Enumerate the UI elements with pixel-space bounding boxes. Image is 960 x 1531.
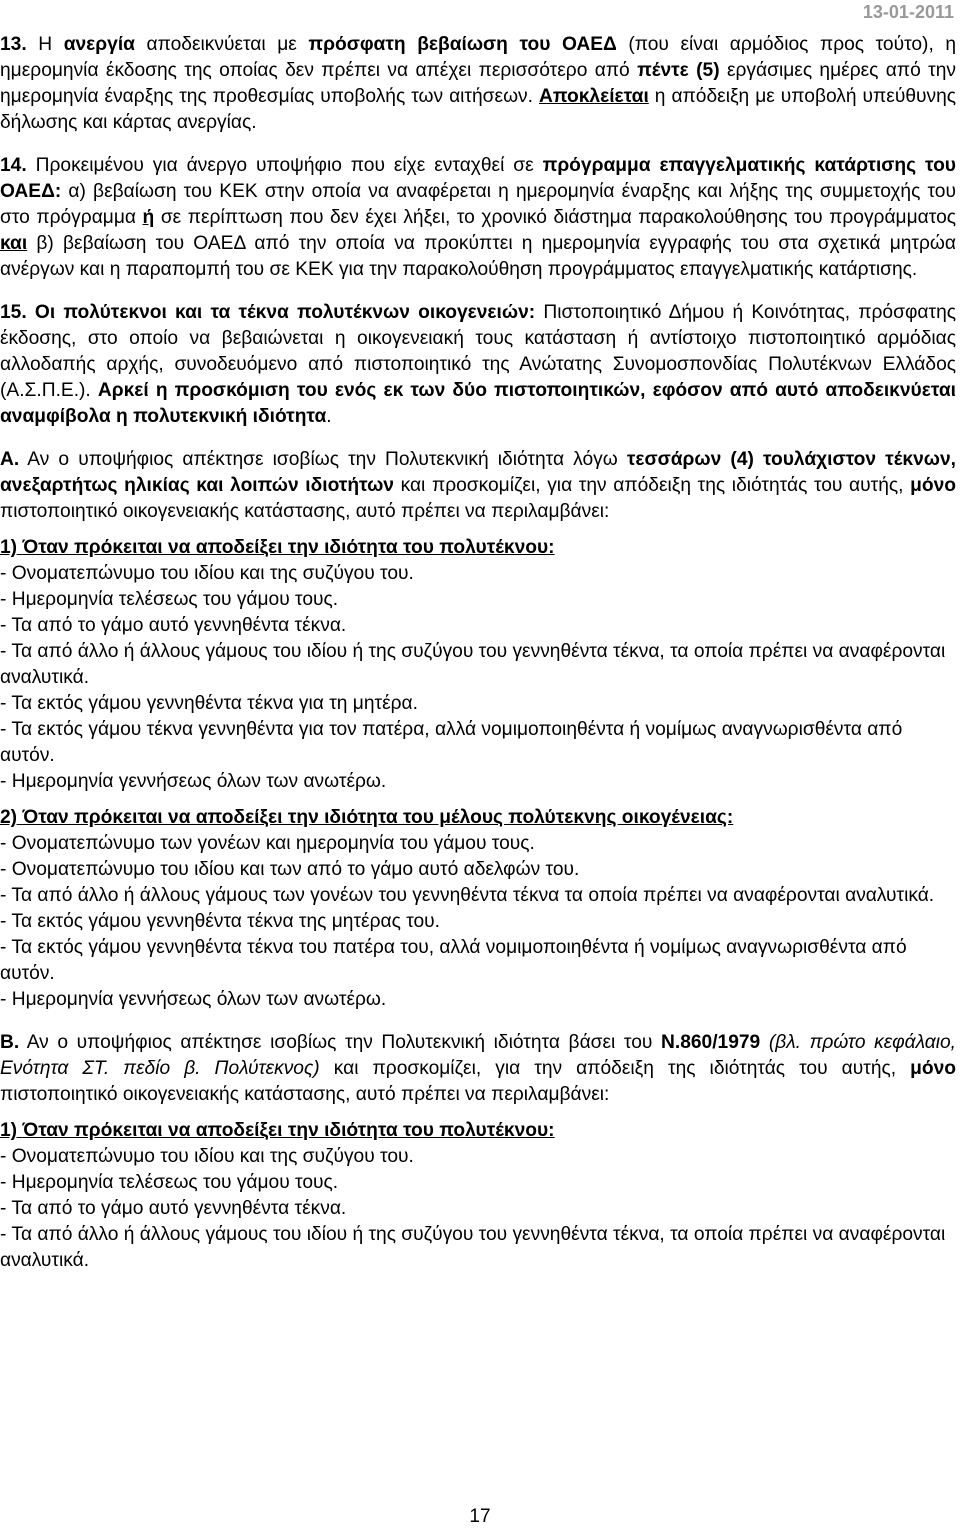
text-run: α) βεβαίωση του ΚΕΚ στην οποία να αναφέρεται η ημερομηνία έναρξης και λήξης της συμμετοχής του στο πρόγραμμα <box>0 181 956 228</box>
text-run: Προκειμένου για άνεργο υποψήφιο που είχε ενταχθεί σε <box>35 155 534 176</box>
document-body <box>0 32 956 1274</box>
italic-text: (βλ. πρώτο κεφάλαιο, Ενότητα ΣΤ. πεδίο β. Πολύτεκνος) <box>0 1032 956 1079</box>
list-item: - Τα από το γάμο αυτό γεννηθέντα τέκνα. <box>0 615 347 636</box>
list-item: - Τα εκτός γάμου γεννηθέντα τέκνα για τη μητέρα. <box>0 693 418 714</box>
list-item: - Τα εκτός γάμου γεννηθέντα τέκνα του πατέρα του, αλλά νομιμοποιηθέντα ή νομίμως αναγνωρισθέντα από αυτόν. <box>0 937 907 984</box>
text-run: η απόδειξη με υποβολή υπεύθυνης δήλωσης και κάρτας ανεργίας. <box>0 86 956 133</box>
list-item: - Ημερομηνία τελέσεως του γάμου τους. <box>0 589 339 610</box>
bold-text: Αρκεί η προσκόμιση του ενός εκ των δύο πιστοποιητικών, εφόσον από αυτό αποδεικνύεται αναμφίβολα η πολυτεκνική ιδιότητα <box>0 380 956 427</box>
text-run: και προσκομίζει, για την απόδειξη της ιδιότητάς του αυτής, <box>333 1058 897 1079</box>
list-item: - Ονοματεπώνυμο του ιδίου και της συζύγου του. <box>0 563 414 584</box>
bold-underlined-text: Αποκλείεται <box>538 86 649 107</box>
text-run: εργάσιμες ημέρες από την ημερομηνία έναρξης της προθεσμίας υποβολής των αιτήσεων. <box>0 60 956 107</box>
list-item: - Ημερομηνία γεννήσεως όλων των ανωτέρω. <box>0 771 387 792</box>
bold-text: τεσσάρων (4) τουλάχιστον τέκνων, ανεξαρτήτως ηλικίας και λοιπών ιδιοτήτων <box>0 449 956 496</box>
text-run: πιστοποιητικό οικογενειακής κατάστασης, αυτό πρέπει να περιλαμβάνει: <box>0 501 610 522</box>
section-b1-heading: 1) Όταν πρόκειται να αποδείξει την ιδιότητα του πολυτέκνου: <box>0 1120 555 1141</box>
header-date: 13-01-2011 <box>862 2 954 22</box>
text-run: β) βεβαίωση του ΟΑΕΔ από την οποία να προκύπτει η ημερομηνία εγγραφής του στα σχετικά μητρώα ανέργων και η παραπομπή του σε ΚΕΚ για την παρακολούθηση προγράμματος επαγγελματικής κατάρτισης. <box>0 233 956 280</box>
text-run: (που είναι αρμόδιος προς τούτο), η ημερομηνία έκδοσης της οποίας δεν πρέπει να απέχει περισσότερο από <box>0 34 957 81</box>
list-item: - Ονοματεπώνυμο των γονέων και ημερομηνία του γάμου τους. <box>0 833 535 854</box>
item-number: 13. <box>0 34 27 55</box>
list-item: - Τα από το γάμο αυτό γεννηθέντα τέκνα. <box>0 1198 347 1219</box>
bold-text: ανεργία <box>63 34 135 55</box>
paragraph-14 <box>0 153 956 283</box>
bold-text: μόνο <box>910 1058 957 1079</box>
bold-underlined-text: και <box>0 233 28 254</box>
bold-text: Οι πολύτεκνοι και τα τέκνα πολυτέκνων οικογενειών: <box>34 302 536 323</box>
bold-text: πρόγραμμα επαγγελματικής κατάρτισης του ΟΑΕΔ: <box>0 155 956 202</box>
item-number: 14. <box>0 155 27 176</box>
paragraph-15 <box>0 300 956 430</box>
bold-text: πρόσφατη βεβαίωση του ΟΑΕΔ <box>308 34 617 55</box>
paragraph-b <box>0 1030 956 1108</box>
list-item: - Τα από άλλο ή άλλους γάμους του ιδίου ή της συζύγου του γεννηθέντα τέκνα, τα οποία πρέπει να αναφέρονται αναλυτικά. <box>0 641 946 688</box>
paragraph-a <box>0 447 956 525</box>
list-item: - Τα εκτός γάμου τέκνα γεννηθέντα για τον πατέρα, αλλά νομιμοποιηθέντα ή νομίμως αναγνωρισθέντα από αυτόν. <box>0 719 903 766</box>
text-run: σε περίπτωση που δεν έχει λήξει, το χρονικό διάστημα παρακολούθησης του προγράμματος <box>160 207 956 228</box>
text-run: Η <box>38 34 53 55</box>
list-item: - Τα εκτός γάμου γεννηθέντα τέκνα της μητέρας του. <box>0 911 440 932</box>
list-item: - Ονοματεπώνυμο του ιδίου και της συζύγου του. <box>0 1146 414 1167</box>
list-item: - Ονοματεπώνυμο του ιδίου και των από το γάμο αυτό αδελφών του. <box>0 859 580 880</box>
item-number: 15. <box>0 302 27 323</box>
list-item: - Ημερομηνία γεννήσεως όλων των ανωτέρω. <box>0 989 387 1010</box>
section-a1-heading: 1) Όταν πρόκειται να αποδείξει την ιδιότητα του πολυτέκνου: <box>0 537 555 558</box>
text-run: και προσκομίζει, για την απόδειξη της ιδιότητάς του αυτής, <box>400 475 904 496</box>
list-item: - Ημερομηνία τελέσεως του γάμου τους. <box>0 1172 339 1193</box>
page-number: 17 <box>469 1506 491 1527</box>
list-item: - Τα από άλλο ή άλλους γάμους των γονέων του γεννηθέντα τέκνα τα οποία πρέπει να αναφέρονται αναλυτικά. <box>0 885 935 906</box>
text-run: . <box>326 406 332 427</box>
bold-underlined-text: ή <box>142 207 155 228</box>
section-a2-heading: 2) Όταν πρόκειται να αποδείξει την ιδιότητα του μέλους πολύτεκνης οικογένειας: <box>0 807 734 828</box>
text-run: πιστοποιητικό οικογενειακής κατάστασης, αυτό πρέπει να περιλαμβάνει: <box>0 1084 610 1105</box>
bold-text: πέντε (5) <box>637 60 720 81</box>
text-run: Πιστοποιητικό Δήμου ή Κοινότητας, πρόσφατης έκδοσης, στο οποίο να βεβαιώνεται η οικογενειακή τους κατάσταση ή αντίστοιχο πιστοποιητικό αρμόδιας αλλοδαπής αρχής, συνοδευόμενο από πιστοποιητικό της Ανώτατης Συνομοσπονδίας Πολυτέκνων Ελλάδος (Α.Σ.Π.Ε.). <box>0 302 956 401</box>
text-run: Αν ο υποψήφιος απέκτησε ισοβίως την Πολυτεκνική ιδιότητα λόγω <box>27 449 618 470</box>
text-run: Αν ο υποψήφιος απέκτησε ισοβίως την Πολυτεκνική ιδιότητα βάσει του <box>26 1032 653 1053</box>
paragraph-13 <box>0 32 956 136</box>
bold-text: μόνο <box>910 475 956 496</box>
list-item: - Τα από άλλο ή άλλους γάμους του ιδίου ή της συζύγου του γεννηθέντα τέκνα, τα οποία πρέπει να αναφέρονται αναλυτικά. <box>0 1224 946 1271</box>
bold-text: Ν.860/1979 <box>661 1032 761 1053</box>
item-number: Α. <box>0 449 20 470</box>
item-number: Β. <box>0 1032 20 1053</box>
text-run: αποδεικνύεται με <box>146 34 297 55</box>
